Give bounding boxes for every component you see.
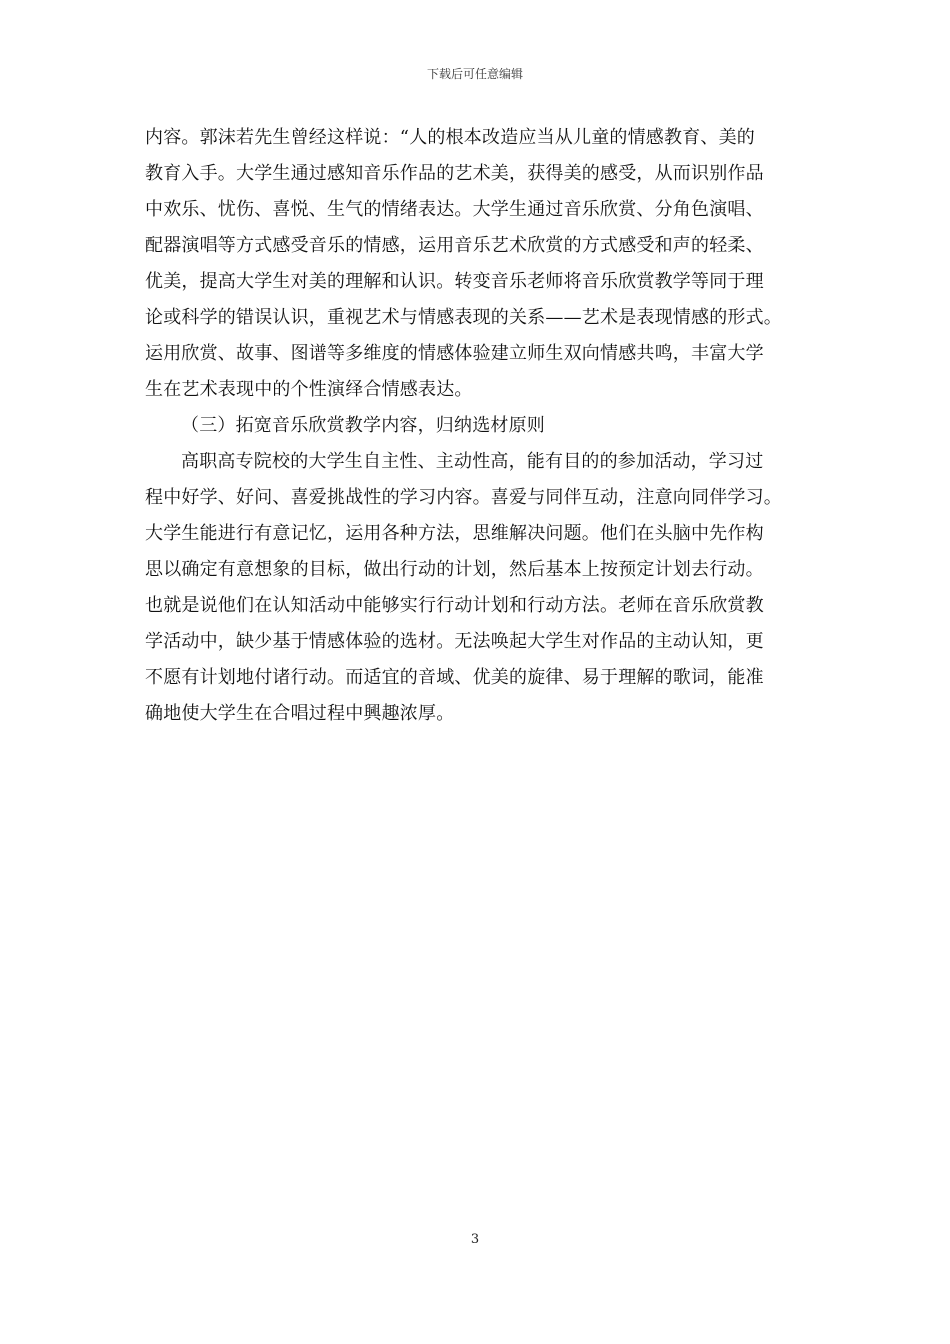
- document-body: [145, 120, 810, 732]
- section-heading: （三）拓宽音乐欣赏教学内容，归纳选材原则: [181, 415, 545, 436]
- paragraph-line: 优美，提高大学生对美的理解和认识。转变音乐老师将音乐欣赏教学等同于理: [145, 271, 764, 292]
- paragraph-1: [145, 120, 810, 408]
- page-number: 3: [470, 1232, 480, 1247]
- paragraph-line: 高职高专院校的大学生自主性、主动性高，能有目的的参加活动，学习过: [181, 451, 764, 472]
- paragraph-2: [145, 444, 810, 732]
- paragraph-line: 论或科学的错误认识，重视艺术与情感表现的关系——艺术是表现情感的形式。: [145, 307, 782, 328]
- paragraph-line: 配器演唱等方式感受音乐的情感，运用音乐艺术欣赏的方式感受和声的轻柔、: [145, 235, 764, 256]
- paragraph-line: 思以确定有意想象的目标，做出行动的计划，然后基本上按预定计划去行动。: [145, 559, 764, 580]
- paragraph-line: 运用欣赏、故事、图谱等多维度的情感体验建立师生双向情感共鸣，丰富大学: [145, 343, 764, 364]
- paragraph-line: 内容。郭沫若先生曾经这样说：“人的根本改造应当从儿童的情感教育、美的: [145, 127, 755, 148]
- paragraph-line: 教育入手。大学生通过感知音乐作品的艺术美，获得美的感受，从而识别作品: [145, 163, 764, 184]
- paragraph-line: 学活动中，缺少基于情感体验的选材。无法唤起大学生对作品的主动认知，更: [145, 631, 764, 652]
- paragraph-line: 生在艺术表现中的个性演绎合情感表达。: [145, 379, 473, 400]
- paragraph-line: 大学生能进行有意记忆，运用各种方法，思维解决问题。他们在头脑中先作构: [145, 523, 764, 544]
- paragraph-line: 也就是说他们在认知活动中能够实行行动计划和行动方法。老师在音乐欣赏教: [145, 595, 764, 616]
- page-header: 下载后可任意编辑: [426, 67, 523, 81]
- paragraph-line: 程中好学、好问、喜爱挑战性的学习内容。喜爱与同伴互动，注意向同伴学习。: [145, 487, 782, 508]
- paragraph-line: 确地使大学生在合唱过程中興趣浓厚。: [145, 703, 455, 724]
- paragraph-line: 不愿有计划地付诸行动。而适宜的音域、优美的旋律、易于理解的歌词，能准: [145, 667, 764, 688]
- paragraph-line: 中欢乐、忧伤、喜悦、生气的情绪表达。大学生通过音乐欣赏、分角色演唱、: [145, 199, 764, 220]
